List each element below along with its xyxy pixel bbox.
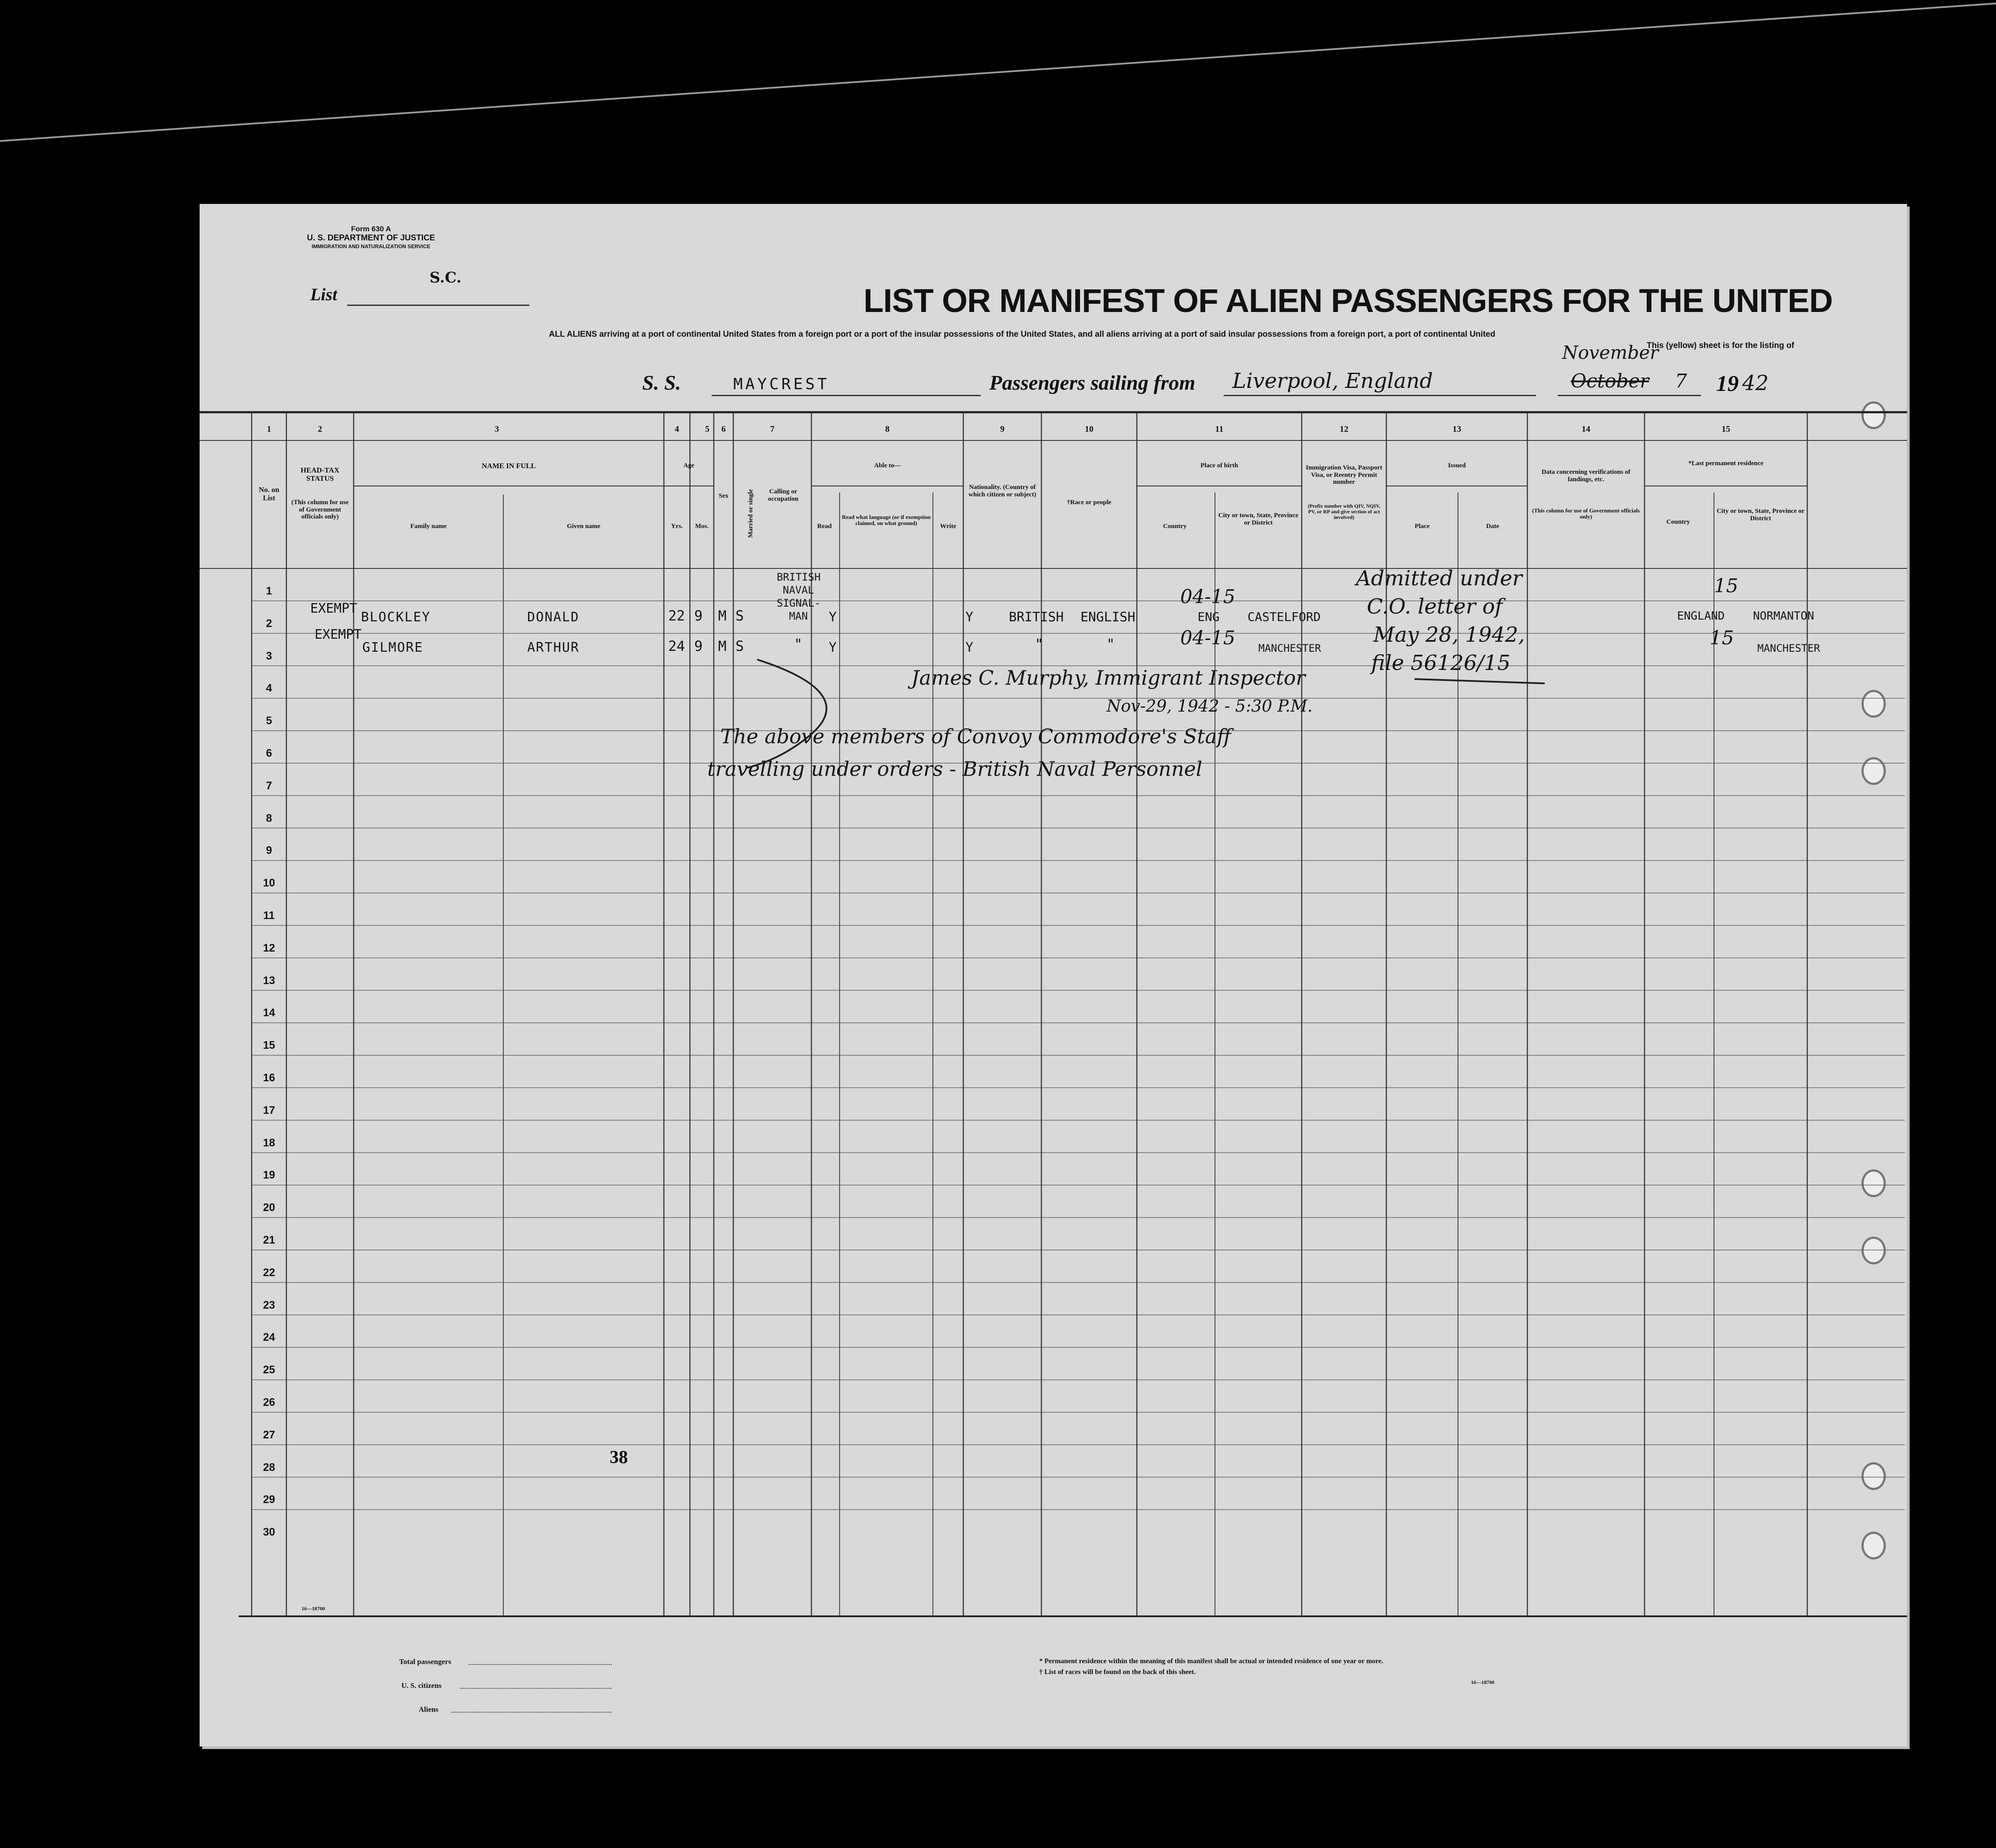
department-name: U. S. DEPARTMENT OF JUSTICE (307, 233, 435, 243)
row-number: 16 (263, 1072, 275, 1084)
row-number: 9 (266, 844, 272, 857)
print-code-right: 16—18700 (1471, 1679, 1494, 1685)
header-nationality: Nationality. (Country of which citizen or subject) (968, 484, 1036, 498)
p2-occupation: " (794, 636, 803, 652)
us-citizens-label: U. S. citizens (401, 1681, 442, 1690)
header-issued-date: Date (1486, 523, 1499, 530)
row-number: 14 (263, 1007, 275, 1019)
header-place-of-birth: Place of birth (1200, 462, 1238, 469)
p1-given-name: DONALD (527, 610, 580, 625)
col-num-4: 4 (675, 424, 679, 434)
p2-res-code: 15 (1710, 627, 1734, 649)
header-family-name: Family name (410, 523, 447, 530)
row-number: 21 (263, 1234, 275, 1246)
col-num-2: 2 (318, 424, 322, 434)
p2-birth-code: 04-15 (1180, 627, 1235, 649)
p2-res-city: MANCHESTER (1757, 642, 1820, 654)
scan-edge-line (0, 0, 1996, 143)
col-num-5: 5 (705, 424, 709, 434)
p1-birth-country: ENG (1198, 610, 1220, 624)
p2-write: Y (965, 640, 974, 655)
row-number: 7 (266, 779, 272, 792)
row-number: 28 (263, 1461, 275, 1474)
row-number: 1 (266, 585, 272, 597)
row-number: 26 (263, 1396, 275, 1408)
header-read: Read (817, 523, 832, 530)
aliens-label: Aliens (419, 1705, 439, 1713)
ss-label: S. S. (642, 371, 681, 394)
col-num-6: 6 (721, 424, 726, 434)
p2-nationality: " (1035, 636, 1044, 652)
p1-family-name: BLOCKLEY (361, 610, 431, 625)
row-number: 30 (263, 1526, 275, 1539)
ship-name: MAYCREST (733, 375, 830, 393)
row-number: 2 (266, 617, 272, 630)
col-num-15: 15 (1721, 424, 1730, 434)
page-title: LIST OR MANIFEST OF ALIEN PASSENGERS FOR THE UNITED (863, 282, 1833, 319)
header-head-tax-note: (This column for use of Government officials only) (291, 499, 349, 520)
p2-age-months: 9 (694, 638, 703, 654)
admitted-note-3: May 28, 1942, (1373, 623, 1525, 647)
col-num-7: 7 (770, 424, 775, 434)
row-number: 20 (263, 1201, 275, 1214)
header-married: Married or single (747, 489, 754, 538)
header-sex: Sex (719, 492, 729, 499)
form-number: Form 630 A (351, 225, 391, 233)
header-age: Age (683, 462, 694, 469)
aliens-field (451, 1712, 612, 1713)
header-birth-country: Country (1163, 523, 1187, 530)
header-issued-place: Place (1415, 523, 1430, 530)
p2-given-name: ARTHUR (527, 640, 580, 655)
inspector-date: Nov-29, 1942 - 5:30 P.M. (1106, 696, 1313, 716)
manifest-grid (200, 204, 1907, 1746)
header-head-tax: HEAD-TAX STATUS (300, 466, 340, 483)
col-num-9: 9 (1000, 424, 1005, 434)
p1-write: Y (965, 610, 974, 625)
row-number: 12 (263, 942, 275, 954)
manifest-sheet (200, 204, 1907, 1746)
admitted-note-1: Admitted under (1356, 566, 1523, 591)
row-number: 10 (263, 877, 275, 890)
header-visa-note: (Prefix number with QIV, NQIV, PV, or RP and give section of act involved) (1307, 503, 1381, 521)
header-visa: Immigration Visa, Passport Visa, or Reentry Permit number (1306, 464, 1382, 486)
p1-race: ENGLISH (1080, 610, 1136, 625)
list-label: List (310, 285, 338, 304)
p2-family-name: GILMORE (362, 640, 423, 655)
p2-age-years: 24 (668, 638, 685, 654)
list-value: S.C. (430, 269, 462, 286)
row-number: 22 (263, 1266, 275, 1279)
row-number: 24 (263, 1331, 275, 1344)
col-num-10: 10 (1085, 424, 1093, 434)
row-number: 27 (263, 1428, 275, 1441)
p1-age-months: 9 (694, 607, 703, 624)
header-res-city: City or town, State, Province or District (1717, 508, 1805, 522)
header-name-in-full: NAME IN FULL (482, 462, 536, 470)
p1-married: S (735, 607, 744, 624)
header-res-country: Country (1666, 519, 1690, 525)
col-num-8: 8 (885, 424, 890, 434)
row-number: 18 (263, 1136, 275, 1149)
row-number: 6 (266, 747, 272, 759)
us-citizens-field (460, 1688, 612, 1689)
row-number: 8 (266, 812, 272, 824)
row-number: 23 (263, 1299, 275, 1311)
row-number: 3 (266, 650, 272, 662)
port-of-departure: Liverpool, England (1232, 369, 1433, 393)
p2-birth-city: MANCHESTER (1258, 642, 1321, 654)
p1-sex: M (718, 607, 727, 624)
intro-line-2: This (yellow) sheet is for the listing of (1647, 341, 1794, 350)
p1-birth-city: CASTELFORD (1248, 610, 1321, 624)
header-last-residence: *Last permanent residence (1688, 460, 1764, 467)
row-number: 17 (263, 1104, 275, 1116)
row-number: 15 (263, 1039, 275, 1052)
p2-race: " (1106, 636, 1115, 652)
signature-flourish (746, 660, 827, 768)
header-able-to: Able to— (874, 462, 901, 469)
header-read-language: Read what language (or if exemption claimed, on what ground) (842, 514, 931, 527)
p1-age-years: 22 (668, 607, 685, 624)
p1-status: EXEMPT (310, 601, 358, 616)
intro-line-1: ALL ALIENS arriving at a port of continental United States from a foreign port or a port of the insular possessions of the United States, and all aliens arriving at a port of said insular possessions from a foreign port, a port of continental United (549, 330, 1496, 339)
inspector-signature: James C. Murphy, Immigrant Inspector (911, 666, 1306, 689)
header-yrs: Yrs. (671, 523, 683, 530)
col-num-3: 3 (495, 424, 499, 434)
header-verifications-note: (This column for use of Government officials only) (1532, 507, 1640, 520)
p1-birth-code: 04-15 (1180, 586, 1235, 608)
year-written: 42 (1742, 371, 1769, 395)
total-passengers-label: Total passengers (399, 1658, 451, 1666)
p1-occupation: BRITISH NAVAL SIGNAL- MAN (777, 571, 821, 622)
p1-read: Y (829, 610, 837, 625)
row-number: 25 (263, 1364, 275, 1376)
sailing-label: Passengers sailing from (989, 371, 1195, 394)
header-mos: Mos. (695, 523, 709, 530)
header-birth-city: City or town, State, Province or District (1218, 512, 1299, 526)
residence-footnote: * Permanent residence within the meaning of this manifest shall be actual or intended residence of one year or more. (1039, 1658, 1383, 1665)
staff-note-line-2: travelling under orders - British Naval Personnel (707, 757, 1202, 781)
header-race: †Race or people (1067, 499, 1112, 506)
row-number: 13 (263, 974, 275, 987)
row-number: 19 (263, 1169, 275, 1182)
p1-res-city: NORMANTON (1753, 610, 1814, 623)
header-issued: Issued (1448, 462, 1466, 469)
header-write: Write (940, 523, 956, 530)
p2-read: Y (829, 640, 837, 655)
signature-underline (1415, 679, 1545, 683)
row-number: 5 (266, 715, 272, 727)
header-calling: Calling or occupation (768, 488, 798, 502)
month: November (1562, 342, 1659, 363)
col-num-12: 12 (1339, 424, 1349, 434)
row-number: 4 (266, 682, 272, 695)
header-no-on-list: No. on List (259, 486, 279, 502)
row-number: 11 (263, 909, 275, 922)
col-num-13: 13 (1452, 424, 1461, 434)
print-code-left: 16—18700 (302, 1605, 325, 1612)
admitted-note-2: C.O. letter of (1367, 594, 1503, 619)
row-number: 29 (263, 1493, 275, 1506)
races-footnote: † List of races will be found on the back of this sheet. (1039, 1668, 1196, 1676)
staff-note-line-1: The above members of Convoy Commodore's Staff (720, 725, 1231, 748)
month-struck: October (1571, 370, 1649, 392)
admitted-note-4: file 56126/15 (1371, 651, 1510, 675)
col-num-14: 14 (1582, 424, 1590, 434)
p1-res-country: ENGLAND (1677, 610, 1725, 623)
stamp-number: 38 (610, 1448, 628, 1467)
col-num-11: 11 (1215, 424, 1224, 434)
header-verifications: Data concerning verifications of landings, etc. (1541, 469, 1631, 483)
p1-nationality: BRITISH (1009, 610, 1064, 625)
year-printed: 19 (1716, 371, 1739, 396)
day: 7 (1675, 370, 1687, 392)
total-passengers-field (469, 1664, 612, 1665)
p1-res-code: 15 (1714, 575, 1738, 597)
service-name: IMMIGRATION AND NATURALIZATION SERVICE (312, 243, 430, 249)
p2-married: S (735, 638, 744, 654)
p2-sex: M (718, 638, 727, 654)
col-num-1: 1 (267, 424, 271, 434)
p2-status: EXEMPT (315, 627, 362, 642)
header-given-name: Given name (567, 523, 601, 530)
